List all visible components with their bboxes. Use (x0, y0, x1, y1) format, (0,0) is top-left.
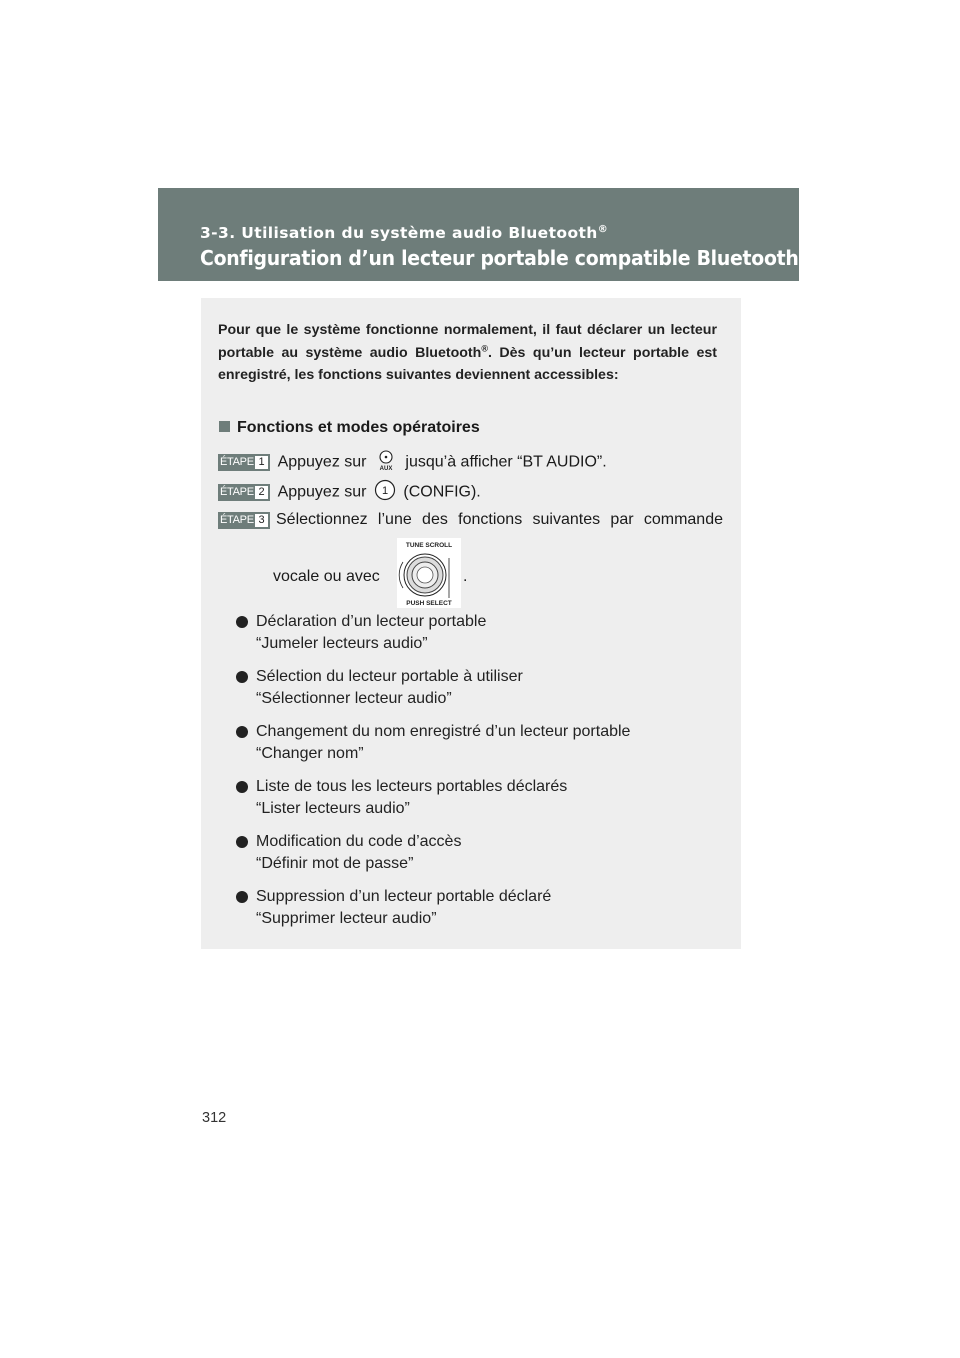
step-badge-label: ÉTAPE (220, 486, 254, 498)
step-text: Appuyez sur (277, 483, 367, 501)
subheading (219, 419, 480, 437)
step-text-end: jusqu’à afficher “BT AUDIO”. (405, 453, 607, 471)
content-box (201, 298, 741, 949)
step-1 (218, 448, 607, 477)
voice-command: “Supprimer lecteur audio” (256, 910, 437, 927)
voice-command: “Sélectionner lecteur audio” (256, 690, 452, 707)
subheading-text: Fonctions et modes opératoires (237, 419, 480, 436)
voice-command: “Définir mot de passe” (256, 855, 414, 872)
section-label (200, 224, 608, 242)
intro-text: Pour que le système fonctionne normalement, il faut déclarer un lecteur portable au système audio Bluetooth (218, 322, 717, 361)
preset-icon-label: 1 (381, 485, 389, 497)
section-label-text: 3-3. Utilisation du système audio Bluetooth (200, 224, 598, 243)
section-header (158, 188, 811, 281)
step-badge-label: ÉTAPE (220, 456, 254, 468)
preset-1-button-icon (374, 479, 396, 506)
step-number: 1 (254, 455, 269, 470)
page-title (200, 246, 810, 270)
page-title-text: Configuration d’un lecteur portable compatible Bluetooth (200, 246, 799, 270)
step-badge-label: ÉTAPE (220, 513, 254, 526)
step-text: vocale ou avec (273, 568, 380, 585)
function-title: Modification du code d’accès (256, 833, 462, 850)
bullet-icon (236, 836, 248, 848)
step-3 (218, 511, 723, 529)
step-text-end: . (463, 568, 468, 585)
intro-paragraph (218, 319, 717, 387)
step-badge (218, 484, 270, 501)
function-title: Déclaration d’un lecteur portable (256, 613, 487, 630)
voice-command: “Lister lecteurs audio” (256, 800, 410, 817)
intro-text-end: . Dès qu’un lecteur portable est enregistré, les fonctions suivantes deviennent accessibles: (218, 344, 717, 383)
registered-mark: ® (798, 246, 811, 262)
step-number: 3 (254, 513, 269, 528)
bullet-icon (236, 891, 248, 903)
list-item (236, 721, 716, 765)
function-list (236, 611, 716, 941)
list-item (236, 831, 716, 875)
step-badge (218, 512, 270, 529)
page-number: 312 (202, 1110, 227, 1126)
aux-icon-label: AUX (379, 466, 393, 472)
knob-top-label: TUNE SCROLL (405, 542, 453, 549)
bullet-icon (236, 781, 248, 793)
step-text: Sélectionnez l’une des fonctions suivantes par commande (276, 511, 723, 528)
step-number: 2 (254, 485, 269, 500)
step-text-end: (CONFIG). (403, 483, 481, 501)
list-item (236, 886, 716, 930)
bullet-icon (236, 726, 248, 738)
function-title: Liste de tous les lecteurs portables déclarés (256, 778, 568, 795)
registered-mark: ® (597, 224, 609, 235)
aux-button-icon (374, 448, 398, 477)
registered-mark: ® (481, 342, 488, 353)
list-item (236, 666, 716, 710)
voice-command: “Jumeler lecteurs audio” (256, 635, 428, 652)
step-3-continued (273, 568, 380, 586)
step-2 (218, 479, 481, 506)
function-title: Changement du nom enregistré d’un lecteur portable (256, 723, 631, 740)
step-3-end (463, 568, 467, 586)
knob-bottom-label: PUSH SELECT (406, 600, 452, 607)
voice-command: “Changer nom” (256, 745, 364, 762)
square-bullet-icon (219, 421, 230, 432)
step-badge (218, 454, 270, 471)
bullet-icon (236, 671, 248, 683)
step-text: Appuyez sur (277, 453, 367, 471)
list-item (236, 776, 716, 820)
function-title: Sélection du lecteur portable à utiliser (256, 668, 523, 685)
function-title: Suppression d’un lecteur portable déclaré (256, 888, 552, 905)
list-item (236, 611, 716, 655)
bullet-icon (236, 616, 248, 628)
tune-knob-icon (397, 538, 461, 608)
